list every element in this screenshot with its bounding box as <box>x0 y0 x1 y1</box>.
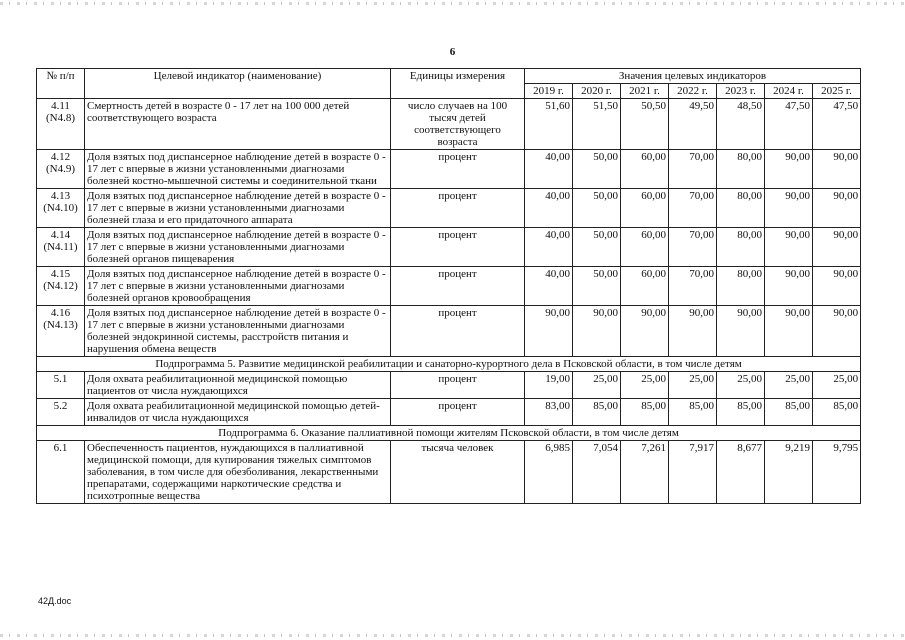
indicator-value: 90,00 <box>765 306 813 357</box>
indicator-value: 70,00 <box>669 189 717 228</box>
indicator-name: Доля охвата реабилитационной медицинской помощью детей-инвалидов от числа нуждающихся <box>85 399 391 426</box>
measure-unit: процент <box>391 150 525 189</box>
indicator-value: 90,00 <box>813 228 861 267</box>
table-row <box>37 267 861 306</box>
row-number: 4.12 (N4.9) <box>37 150 85 189</box>
indicator-value: 90,00 <box>765 150 813 189</box>
indicator-value: 60,00 <box>621 267 669 306</box>
table-header <box>37 69 861 99</box>
indicator-name: Доля взятых под диспансерное наблюдение детей в возрасте 0 - 17 лет с впервые в жизни установленными диагнозами болезней глаза и его придаточного аппарата <box>85 189 391 228</box>
page-number: 6 <box>449 46 456 58</box>
measure-unit: процент <box>391 306 525 357</box>
indicator-value: 25,00 <box>765 372 813 399</box>
indicator-value: 25,00 <box>573 372 621 399</box>
subprogram-title: Подпрограмма 6. Оказание паллиативной помощи жителям Псковской области, в том числе детям <box>37 426 861 441</box>
header-values: Значения целевых индикаторов <box>525 69 861 84</box>
table-row <box>37 228 861 267</box>
indicator-value: 50,50 <box>621 99 669 150</box>
row-number: 5.2 <box>37 399 85 426</box>
indicator-value: 90,00 <box>765 189 813 228</box>
indicator-name: Доля взятых под диспансерное наблюдение детей в возрасте 0 - 17 лет с впервые в жизни установленными диагнозами болезней органов кровообращения <box>85 267 391 306</box>
table-row <box>37 189 861 228</box>
indicator-value: 25,00 <box>717 372 765 399</box>
header-unit: Единицы измерения <box>391 69 525 99</box>
indicator-value: 25,00 <box>813 372 861 399</box>
indicator-value: 90,00 <box>765 228 813 267</box>
row-number: 4.11 (N4.8) <box>37 99 85 150</box>
indicator-value: 50,00 <box>573 228 621 267</box>
indicator-value: 90,00 <box>765 267 813 306</box>
indicator-value: 70,00 <box>669 228 717 267</box>
indicator-name: Доля охвата реабилитационной медицинской помощью пациентов от числа нуждающихся <box>85 372 391 399</box>
row-number: 5.1 <box>37 372 85 399</box>
indicator-value: 7,261 <box>621 441 669 504</box>
indicator-value: 50,00 <box>573 267 621 306</box>
indicator-value: 51,60 <box>525 99 573 150</box>
header-year: 2019 г. <box>525 84 573 99</box>
table-row <box>37 150 861 189</box>
indicator-value: 60,00 <box>621 189 669 228</box>
header-year: 2024 г. <box>765 84 813 99</box>
indicator-name: Доля взятых под диспансерное наблюдение детей в возрасте 0 - 17 лет с впервые в жизни установленными диагнозами болезней эндокринной системы, расстройств питания и нарушения обмена веществ <box>85 306 391 357</box>
indicator-value: 85,00 <box>765 399 813 426</box>
indicator-value: 7,917 <box>669 441 717 504</box>
scan-edge-top <box>0 2 905 5</box>
indicator-value: 25,00 <box>621 372 669 399</box>
indicator-name: Доля взятых под диспансерное наблюдение детей в возрасте 0 - 17 лет с впервые в жизни установленными диагнозами болезней органов пищеварения <box>85 228 391 267</box>
header-indicator: Целевой индикатор (наименование) <box>85 69 391 99</box>
indicator-value: 7,054 <box>573 441 621 504</box>
indicator-value: 60,00 <box>621 228 669 267</box>
row-number: 4.16 (N4.13) <box>37 306 85 357</box>
indicator-value: 47,50 <box>765 99 813 150</box>
row-number: 4.15 (N4.12) <box>37 267 85 306</box>
indicator-value: 85,00 <box>621 399 669 426</box>
measure-unit: процент <box>391 399 525 426</box>
indicator-value: 40,00 <box>525 150 573 189</box>
subprogram-row <box>37 357 861 372</box>
indicator-value: 9,219 <box>765 441 813 504</box>
indicator-value: 90,00 <box>813 306 861 357</box>
measure-unit: число случаев на 100 тысяч детей соответствующего возраста <box>391 99 525 150</box>
indicator-value: 19,00 <box>525 372 573 399</box>
indicator-value: 8,677 <box>717 441 765 504</box>
indicator-name: Смертность детей в возрасте 0 - 17 лет на 100 000 детей соответствующего возраста <box>85 99 391 150</box>
indicator-value: 60,00 <box>621 150 669 189</box>
row-number: 4.14 (N4.11) <box>37 228 85 267</box>
footer-filename: 42Д.doc <box>38 596 72 606</box>
indicator-value: 90,00 <box>813 267 861 306</box>
indicator-value: 85,00 <box>669 399 717 426</box>
indicator-value: 40,00 <box>525 189 573 228</box>
header-year: 2022 г. <box>669 84 717 99</box>
row-number: 4.13 (N4.10) <box>37 189 85 228</box>
indicator-value: 70,00 <box>669 267 717 306</box>
indicator-value: 49,50 <box>669 99 717 150</box>
measure-unit: процент <box>391 189 525 228</box>
indicator-value: 90,00 <box>669 306 717 357</box>
indicator-value: 6,985 <box>525 441 573 504</box>
table-body <box>37 99 861 504</box>
indicator-name: Обеспеченность пациентов, нуждающихся в паллиативной медицинской помощи, для купирования тяжелых симптомов заболевания, в том числе для обезболивания, лекарственными препаратами, содержащими наркотические средства и психотропные вещества <box>85 441 391 504</box>
indicator-value: 85,00 <box>717 399 765 426</box>
indicator-value: 90,00 <box>525 306 573 357</box>
subprogram-row <box>37 426 861 441</box>
indicator-value: 50,00 <box>573 150 621 189</box>
header-year: 2025 г. <box>813 84 861 99</box>
indicator-value: 50,00 <box>573 189 621 228</box>
indicator-value: 51,50 <box>573 99 621 150</box>
indicator-value: 9,795 <box>813 441 861 504</box>
subprogram-title: Подпрограмма 5. Развитие медицинской реабилитации и санаторно-курортного дела в Псковской области, в том числе детям <box>37 357 861 372</box>
indicator-value: 90,00 <box>717 306 765 357</box>
indicator-value: 47,50 <box>813 99 861 150</box>
indicator-name: Доля взятых под диспансерное наблюдение детей в возрасте 0 - 17 лет с впервые в жизни установленными диагнозами болезней костно-мышечной системы и соединительной ткани <box>85 150 391 189</box>
indicators-table <box>36 68 861 504</box>
indicator-value: 80,00 <box>717 189 765 228</box>
table-row <box>37 372 861 399</box>
header-year: 2021 г. <box>621 84 669 99</box>
header-row-main <box>37 69 861 84</box>
measure-unit: процент <box>391 228 525 267</box>
table-row <box>37 399 861 426</box>
indicator-value: 90,00 <box>621 306 669 357</box>
table-row <box>37 99 861 150</box>
indicator-value: 25,00 <box>669 372 717 399</box>
measure-unit: процент <box>391 372 525 399</box>
indicator-value: 80,00 <box>717 150 765 189</box>
indicator-value: 85,00 <box>573 399 621 426</box>
indicator-value: 70,00 <box>669 150 717 189</box>
indicator-value: 40,00 <box>525 267 573 306</box>
scan-edge-bottom <box>0 634 905 637</box>
indicator-value: 80,00 <box>717 228 765 267</box>
indicator-value: 83,00 <box>525 399 573 426</box>
measure-unit: тысяча человек <box>391 441 525 504</box>
indicator-value: 90,00 <box>813 150 861 189</box>
header-year: 2020 г. <box>573 84 621 99</box>
indicator-value: 90,00 <box>573 306 621 357</box>
header-year: 2023 г. <box>717 84 765 99</box>
row-number: 6.1 <box>37 441 85 504</box>
measure-unit: процент <box>391 267 525 306</box>
indicator-value: 90,00 <box>813 189 861 228</box>
table-row <box>37 306 861 357</box>
indicator-value: 48,50 <box>717 99 765 150</box>
indicator-value: 85,00 <box>813 399 861 426</box>
indicator-value: 80,00 <box>717 267 765 306</box>
table-row <box>37 441 861 504</box>
indicator-value: 40,00 <box>525 228 573 267</box>
header-num: № п/п <box>37 69 85 99</box>
